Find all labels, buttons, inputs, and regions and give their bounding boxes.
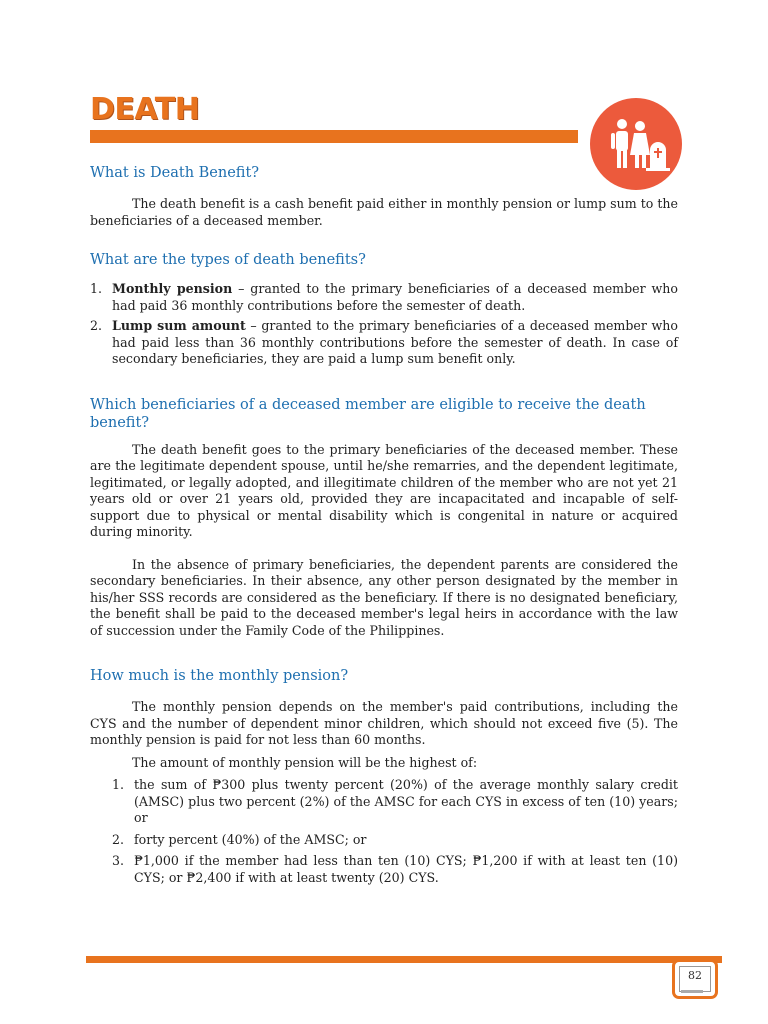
list-number: 3. [112,853,125,868]
pension-formula-list [112,777,678,886]
list-item [112,777,678,827]
paragraph: In the absence of primary beneficiaries, the dependent parents are considered the secondary beneficiaries. In their absence, any other person designated by the member in his/her SSS records are considered as the beneficiary. If there is no designated beneficiary, the benefit shall be paid to the deceased member's legal heirs in accordance with the law of succession under the Family Code of the Philippines. [90,556,678,638]
list-term: Monthly pension [112,281,233,296]
title-rule [90,130,578,143]
list-item [112,832,678,849]
page-number-bar [681,990,703,993]
section-heading: How much is the monthly pension? [90,668,349,684]
list-item [90,281,678,314]
list-text: forty percent (40%) of the AMSC; or [134,831,367,847]
paragraph: The death benefit is a cash benefit paid either in monthly pension or lump sum to the beneficiaries of a deceased member. [90,196,678,228]
list-text: – granted to the primary beneficiaries of a deceased member who had paid less than 36 monthly contributions before the semester of death. In case of secondary beneficiaries, they are paid a lump sum benefit only. [112,318,678,366]
paragraph: The amount of monthly pension will be the highest of: [132,754,478,770]
footer-rule [86,956,722,963]
list-number: 2. [112,831,125,847]
list-number: 1. [112,777,125,792]
list-text: the sum of ₱300 plus twenty percent (20%) of the average monthly salary credit (AMSC) plus two percent (2%) of the AMSC for each CYS in excess of ten (10) years; or [134,777,678,825]
list-text: – granted to the primary beneficiaries of a deceased member who had paid 36 monthly contributions before the semester of death. [112,281,678,313]
list-number: 2. [90,318,103,333]
section-heading: What are the types of death benefits? [90,252,366,268]
list-number: 1. [90,281,103,296]
paragraph: The monthly pension depends on the member's paid contributions, including the CYS and the number of dependent minor children, which should not exceed five (5). The monthly pension is paid for not less than 60 months. [90,699,678,747]
page-title: DEATH [90,92,200,127]
benefit-types-list [90,281,678,368]
list-text: ₱1,000 if the member had less than ten (10) CYS; ₱1,200 if with at least ten (10) CYS; or ₱2,400 if with at least twenty (20) CYS. [134,853,678,885]
section-heading: Which beneficiaries of a deceased member are eligible to receive the death benefit? [90,396,646,431]
list-term: Lump sum amount [112,318,246,333]
page-number: 82 [679,966,711,992]
list-item [90,318,678,368]
list-item [112,853,678,886]
paragraph: The death benefit goes to the primary beneficiaries of the deceased member. These are the legitimate dependent spouse, until he/she remarries, and the dependent legitimate, legitimated, or legally adopted, and illegitimate children of the member who are not yet 21 years old or over 21 years old, provided they are incapacitated and incapable of self-support due to physical or mental disability which is congenital in nature or acquired during minority. [90,441,678,539]
section-heading: What is Death Benefit? [90,165,260,181]
page-number-badge [672,959,718,999]
main-content [90,160,678,886]
